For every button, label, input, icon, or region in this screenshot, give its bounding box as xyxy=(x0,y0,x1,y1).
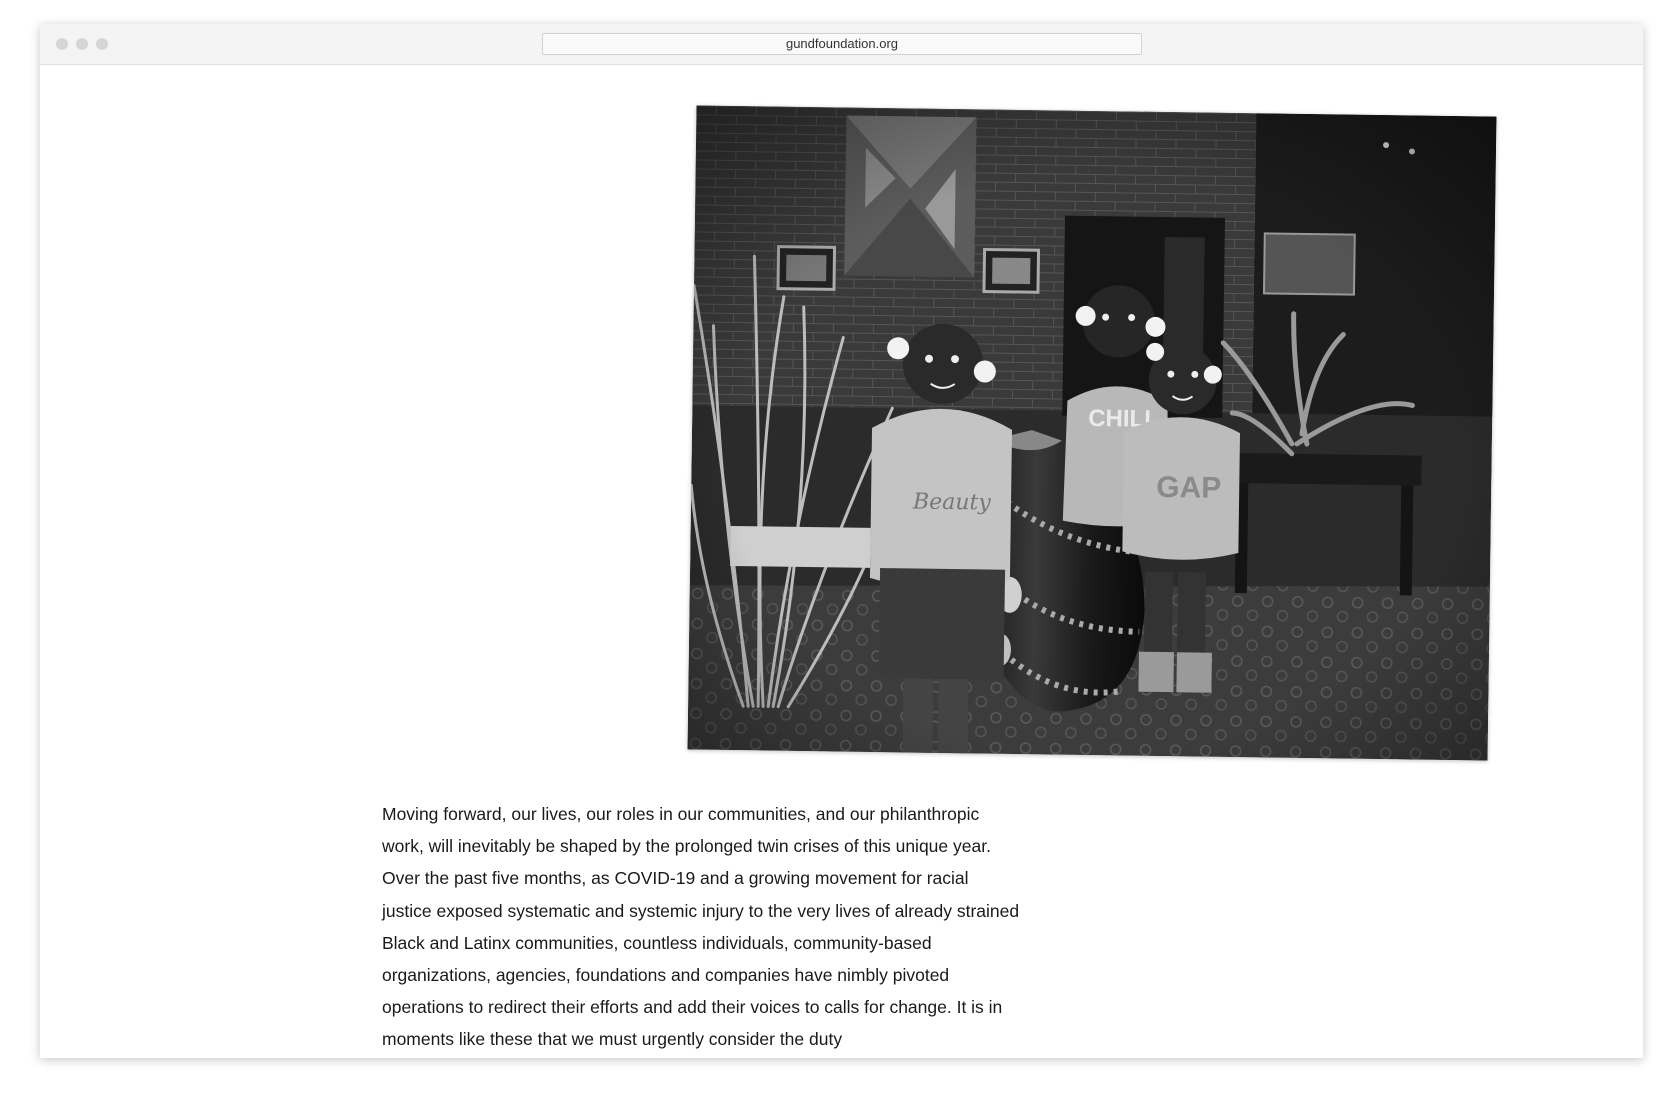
article-photo xyxy=(688,105,1497,760)
browser-titlebar xyxy=(40,24,1643,65)
close-window-button[interactable] xyxy=(56,38,68,50)
browser-window xyxy=(40,24,1643,1058)
article-paragraph: Moving forward, our lives, our roles in our communities, and our philanthropic work, will inevitably be shaped by the prolonged twin crises of this unique year. Over the past five months, as COVID-19 and a growing movement for racial justice exposed systematic and systemic injury to the very lives of already strained Black and Latinx communities, countless individuals, community-based organizations, agencies, foundations and companies have nimbly pivoted operations to redirect their efforts and add their voices to calls for change. It is in moments like these that we must urgently consider the duty xyxy=(382,804,1020,1050)
minimize-window-button[interactable] xyxy=(76,38,88,50)
address-bar[interactable]: gundfoundation.org xyxy=(542,33,1142,55)
page-content xyxy=(40,65,1643,1058)
maximize-window-button[interactable] xyxy=(96,38,108,50)
window-controls xyxy=(56,38,108,50)
